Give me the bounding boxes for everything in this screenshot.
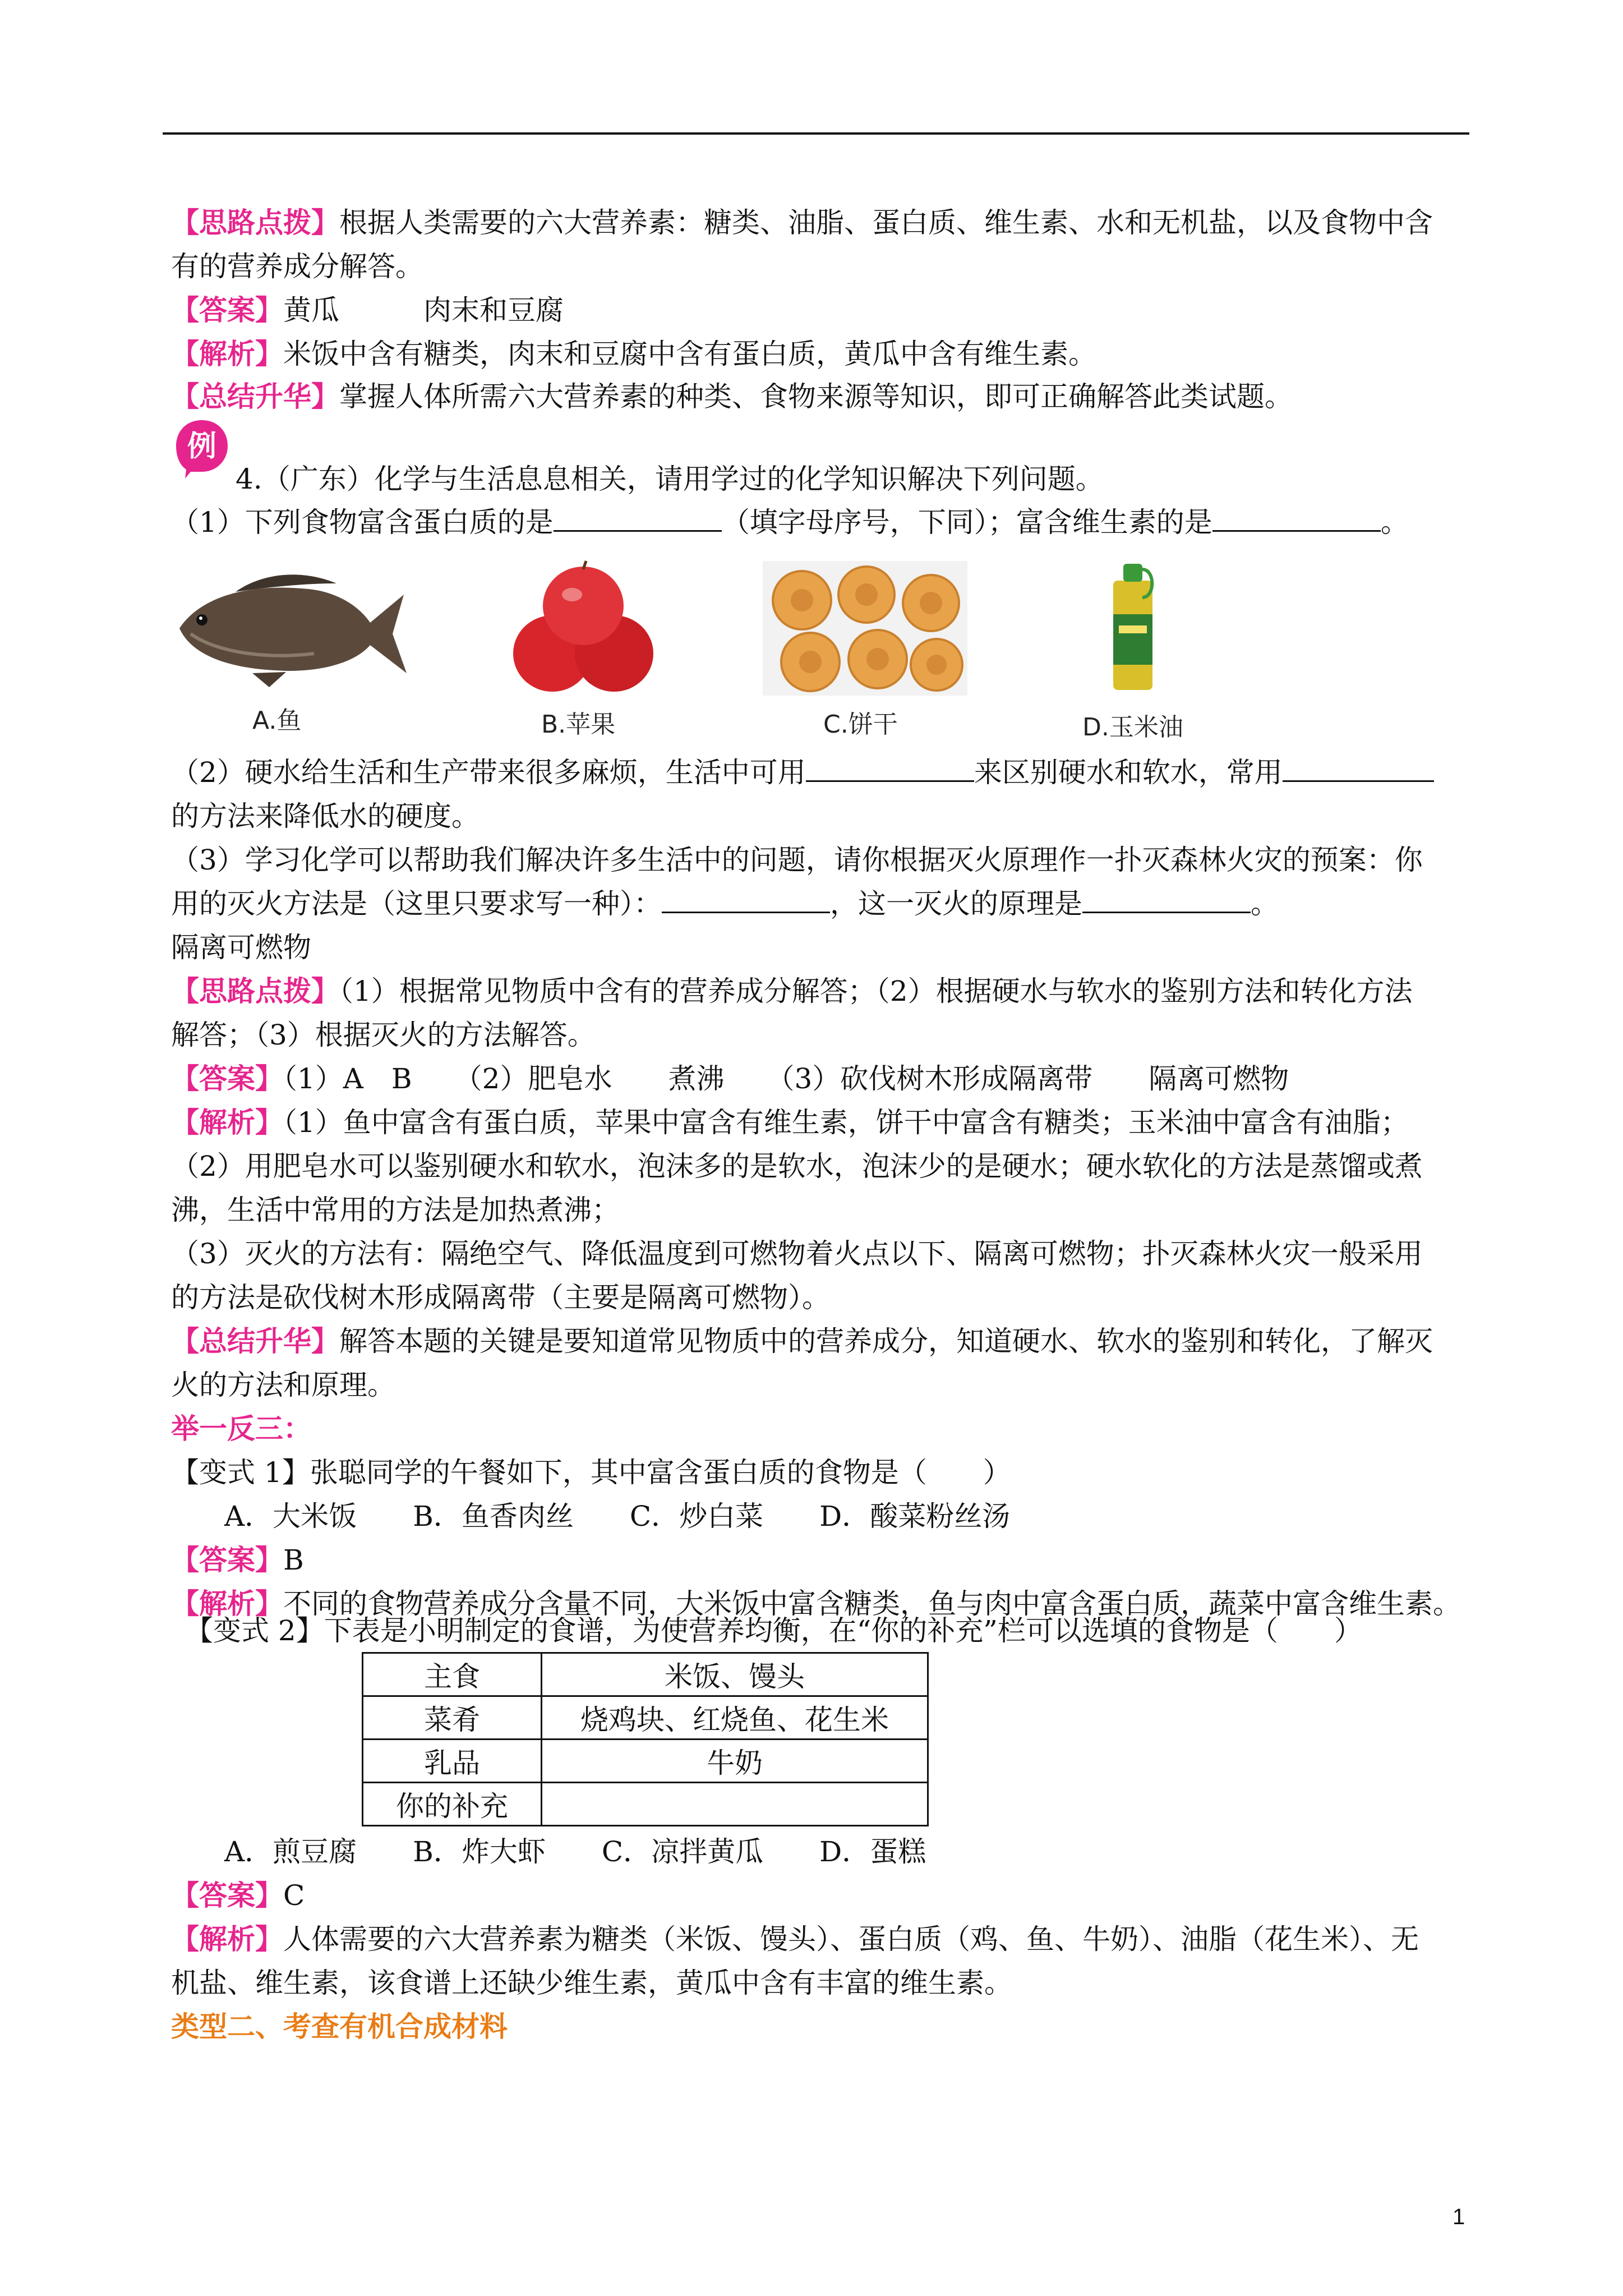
answer-tag-2: 【答案】: [171, 1062, 283, 1095]
question-4-part-2-cont: 的方法来降低水的硬度。: [171, 800, 479, 832]
hint-tag-2: 【思路点拨】: [171, 974, 339, 1007]
badge-label: 例: [187, 430, 217, 463]
row-label: 你的补充: [363, 1783, 542, 1826]
answer-text-2: （1）A B （2）肥皂水 煮沸 （3）砍伐树木形成隔离带 隔离可燃物: [283, 1062, 1289, 1095]
question-4-part-3: （3）学习化学可以帮助我们解决许多生活中的问题，请你根据灭火原理作一扑灭森林火灾的预案：你: [171, 844, 1423, 876]
hint-line-3: [171, 969, 1413, 1013]
row-value: 米饭、馒头: [542, 1653, 928, 1696]
variant-2-answer: [171, 1874, 305, 1917]
analysis-line-4: 沸，生活中常用的方法是加热煮沸；: [171, 1194, 620, 1226]
example-badge-icon: [174, 418, 230, 480]
table-row: [363, 1696, 928, 1740]
stray-answer-line: 隔离可燃物: [171, 931, 311, 964]
analysis-line-5: （3）灭火的方法有：隔绝空气、降低温度到可燃物着火点以下、隔离可燃物；扑灭森林火灾一般采用: [171, 1237, 1423, 1270]
blank-protein: [554, 508, 722, 532]
q2-text-a: （2）硬水给生活和生产带来很多麻烦，生活中可用: [171, 756, 806, 789]
analysis-text: 米饭中含有糖类，肉末和豆腐中含有蛋白质，黄瓜中含有维生素。: [283, 338, 1096, 370]
row-label: 乳品: [363, 1740, 542, 1783]
caption-fish: A.鱼: [252, 706, 302, 735]
header-rule: [163, 132, 1469, 135]
analysis-tag-4: 【解析】: [171, 1922, 283, 1955]
analysis-text-2: （1）鱼中富含有蛋白质，苹果中富含有维生素，饼干中富含有糖类；玉米油中富含有油脂；: [283, 1106, 1409, 1139]
analysis-tag: 【解析】: [171, 337, 283, 370]
summary-tag-2: 【总结升华】: [171, 1324, 339, 1358]
summary-line-3: 火的方法和原理。: [171, 1369, 395, 1401]
answer-tag-3: 【答案】: [171, 1543, 283, 1576]
q1-text-b: （填字母序号，下同）；富含维生素的是: [721, 506, 1212, 539]
answer-text: 黄瓜 肉末和豆腐: [283, 294, 564, 326]
variant-2-options: A．煎豆腐 B．炸大虾 C．凉拌黄瓜 D．蛋糕: [224, 1835, 926, 1868]
answer-text-3: B: [283, 1544, 304, 1576]
analysis-text-3: 不同的食物营养成分含量不同，大米饭中富含糖类，鱼与肉中富含蛋白质，蔬菜中富含维生素。: [283, 1588, 1461, 1620]
variant-2-question: 【变式 2】下表是小明制定的食谱，为使营养均衡，在“你的补充”栏可以选填的食物是（ ）: [185, 1614, 1362, 1647]
analysis-tag-3: 【解析】: [171, 1587, 283, 1620]
hint-text-2: （1）根据常见物质中含有的营养成分解答；（2）根据硬水与软水的鉴别方法和转化方法: [339, 975, 1413, 1007]
row-value: [542, 1783, 928, 1826]
analysis-tag-2: 【解析】: [171, 1106, 283, 1139]
corn-oil-image: [1108, 558, 1158, 693]
blank-vitamin: [1212, 508, 1381, 532]
page-number: 1: [1453, 2205, 1465, 2229]
analysis-line-3: （2）用肥皂水可以鉴别硬水和软水，泡沫多的是软水，泡沫少的是硬水；硬水软化的方法是蒸馏或煮: [171, 1150, 1423, 1182]
q1-text-c: 。: [1380, 506, 1409, 539]
analysis-line-2: [171, 1101, 1409, 1144]
analysis-line-6: 的方法是砍伐树木形成隔离带（主要是隔离可燃物）。: [171, 1281, 830, 1314]
summary-line-1: [171, 375, 1293, 418]
variant-2-analysis-cont: 机盐、维生素，该食谱上还缺少维生素，黄瓜中含有丰富的维生素。: [171, 1967, 1012, 1999]
summary-text: 掌握人体所需六大营养素的种类、食物来源等知识，即可正确解答此类试题。: [339, 380, 1293, 413]
question-4-part-1: [171, 500, 1409, 544]
table-row: [363, 1740, 928, 1783]
question-4: 4.（广东）化学与生活息息相关，请用学过的化学知识解决下列问题。: [236, 463, 1104, 495]
table-row: [363, 1653, 928, 1696]
section-heading: 类型二、考查有机合成材料: [171, 2010, 508, 2043]
answer-tag: 【答案】: [171, 293, 283, 326]
variant-1-answer: [171, 1538, 304, 1582]
fish-image: [168, 561, 409, 690]
caption-biscuits: C.饼干: [823, 710, 898, 739]
blank-principle: [1082, 889, 1251, 913]
row-value: 牛奶: [542, 1740, 928, 1783]
biscuits-image: [763, 561, 967, 696]
summary-line-2: [171, 1319, 1433, 1363]
variant-2-analysis: [171, 1917, 1419, 1961]
row-label: 主食: [363, 1653, 542, 1696]
menu-table: [362, 1652, 929, 1826]
hint-text: 根据人类需要的六大营养素：糖类、油脂、蛋白质、维生素、水和无机盐，以及食物中含: [339, 206, 1433, 239]
summary-tag: 【总结升华】: [171, 380, 339, 413]
answer-line-1: [171, 288, 564, 332]
row-label: 菜肴: [363, 1696, 542, 1740]
blank-method: [662, 889, 830, 913]
caption-apple: B.苹果: [541, 710, 616, 739]
table-row: [363, 1783, 928, 1826]
question-4-part-2: [171, 751, 1434, 794]
answer-tag-4: 【答案】: [171, 1879, 283, 1912]
answer-text-4: C: [283, 1879, 305, 1912]
variant-1-question: 【变式 1】张聪同学的午餐如下，其中富含蛋白质的食物是（ ）: [171, 1456, 1011, 1489]
q2-text-b: 来区别硬水和软水，常用: [974, 756, 1283, 789]
answer-line-2: [171, 1057, 1289, 1101]
practice-heading: 举一反三：: [171, 1412, 311, 1445]
blank-identify: [806, 758, 974, 782]
hint-tag: 【思路点拨】: [171, 206, 339, 239]
hint-line-1: [171, 201, 1433, 245]
question-4-part-3-cont: [171, 882, 1279, 926]
blank-soften: [1283, 758, 1434, 782]
summary-text-2: 解答本题的关键是要知道常见物质中的营养成分，知道硬水、软水的鉴别和转化，了解灭: [339, 1325, 1433, 1358]
variant-1-options: A．大米饭 B．鱼香肉丝 C．炒白菜 D．酸菜粉丝汤: [224, 1500, 1011, 1533]
q3-text-a: 用的灭火方法是（这里只要求写一种）：: [171, 887, 662, 920]
caption-corn-oil: D.玉米油: [1082, 713, 1183, 742]
hint-line-2: 有的营养成分解答。: [171, 250, 423, 283]
hint-line-4: 解答；（3）根据灭火的方法解答。: [171, 1019, 596, 1051]
apple-image: [508, 558, 659, 698]
q3-text-b: ，这一灭火的原理是: [830, 887, 1082, 920]
q1-text-a: （1）下列食物富含蛋白质的是: [171, 506, 554, 539]
row-value: 烧鸡块、红烧鱼、花生米: [542, 1696, 928, 1740]
analysis-line-1: [171, 332, 1096, 376]
analysis-text-4: 人体需要的六大营养素为糖类（米饭、馒头）、蛋白质（鸡、鱼、牛奶）、油脂（花生米）、无: [283, 1923, 1419, 1955]
q3-text-c: 。: [1251, 887, 1279, 920]
